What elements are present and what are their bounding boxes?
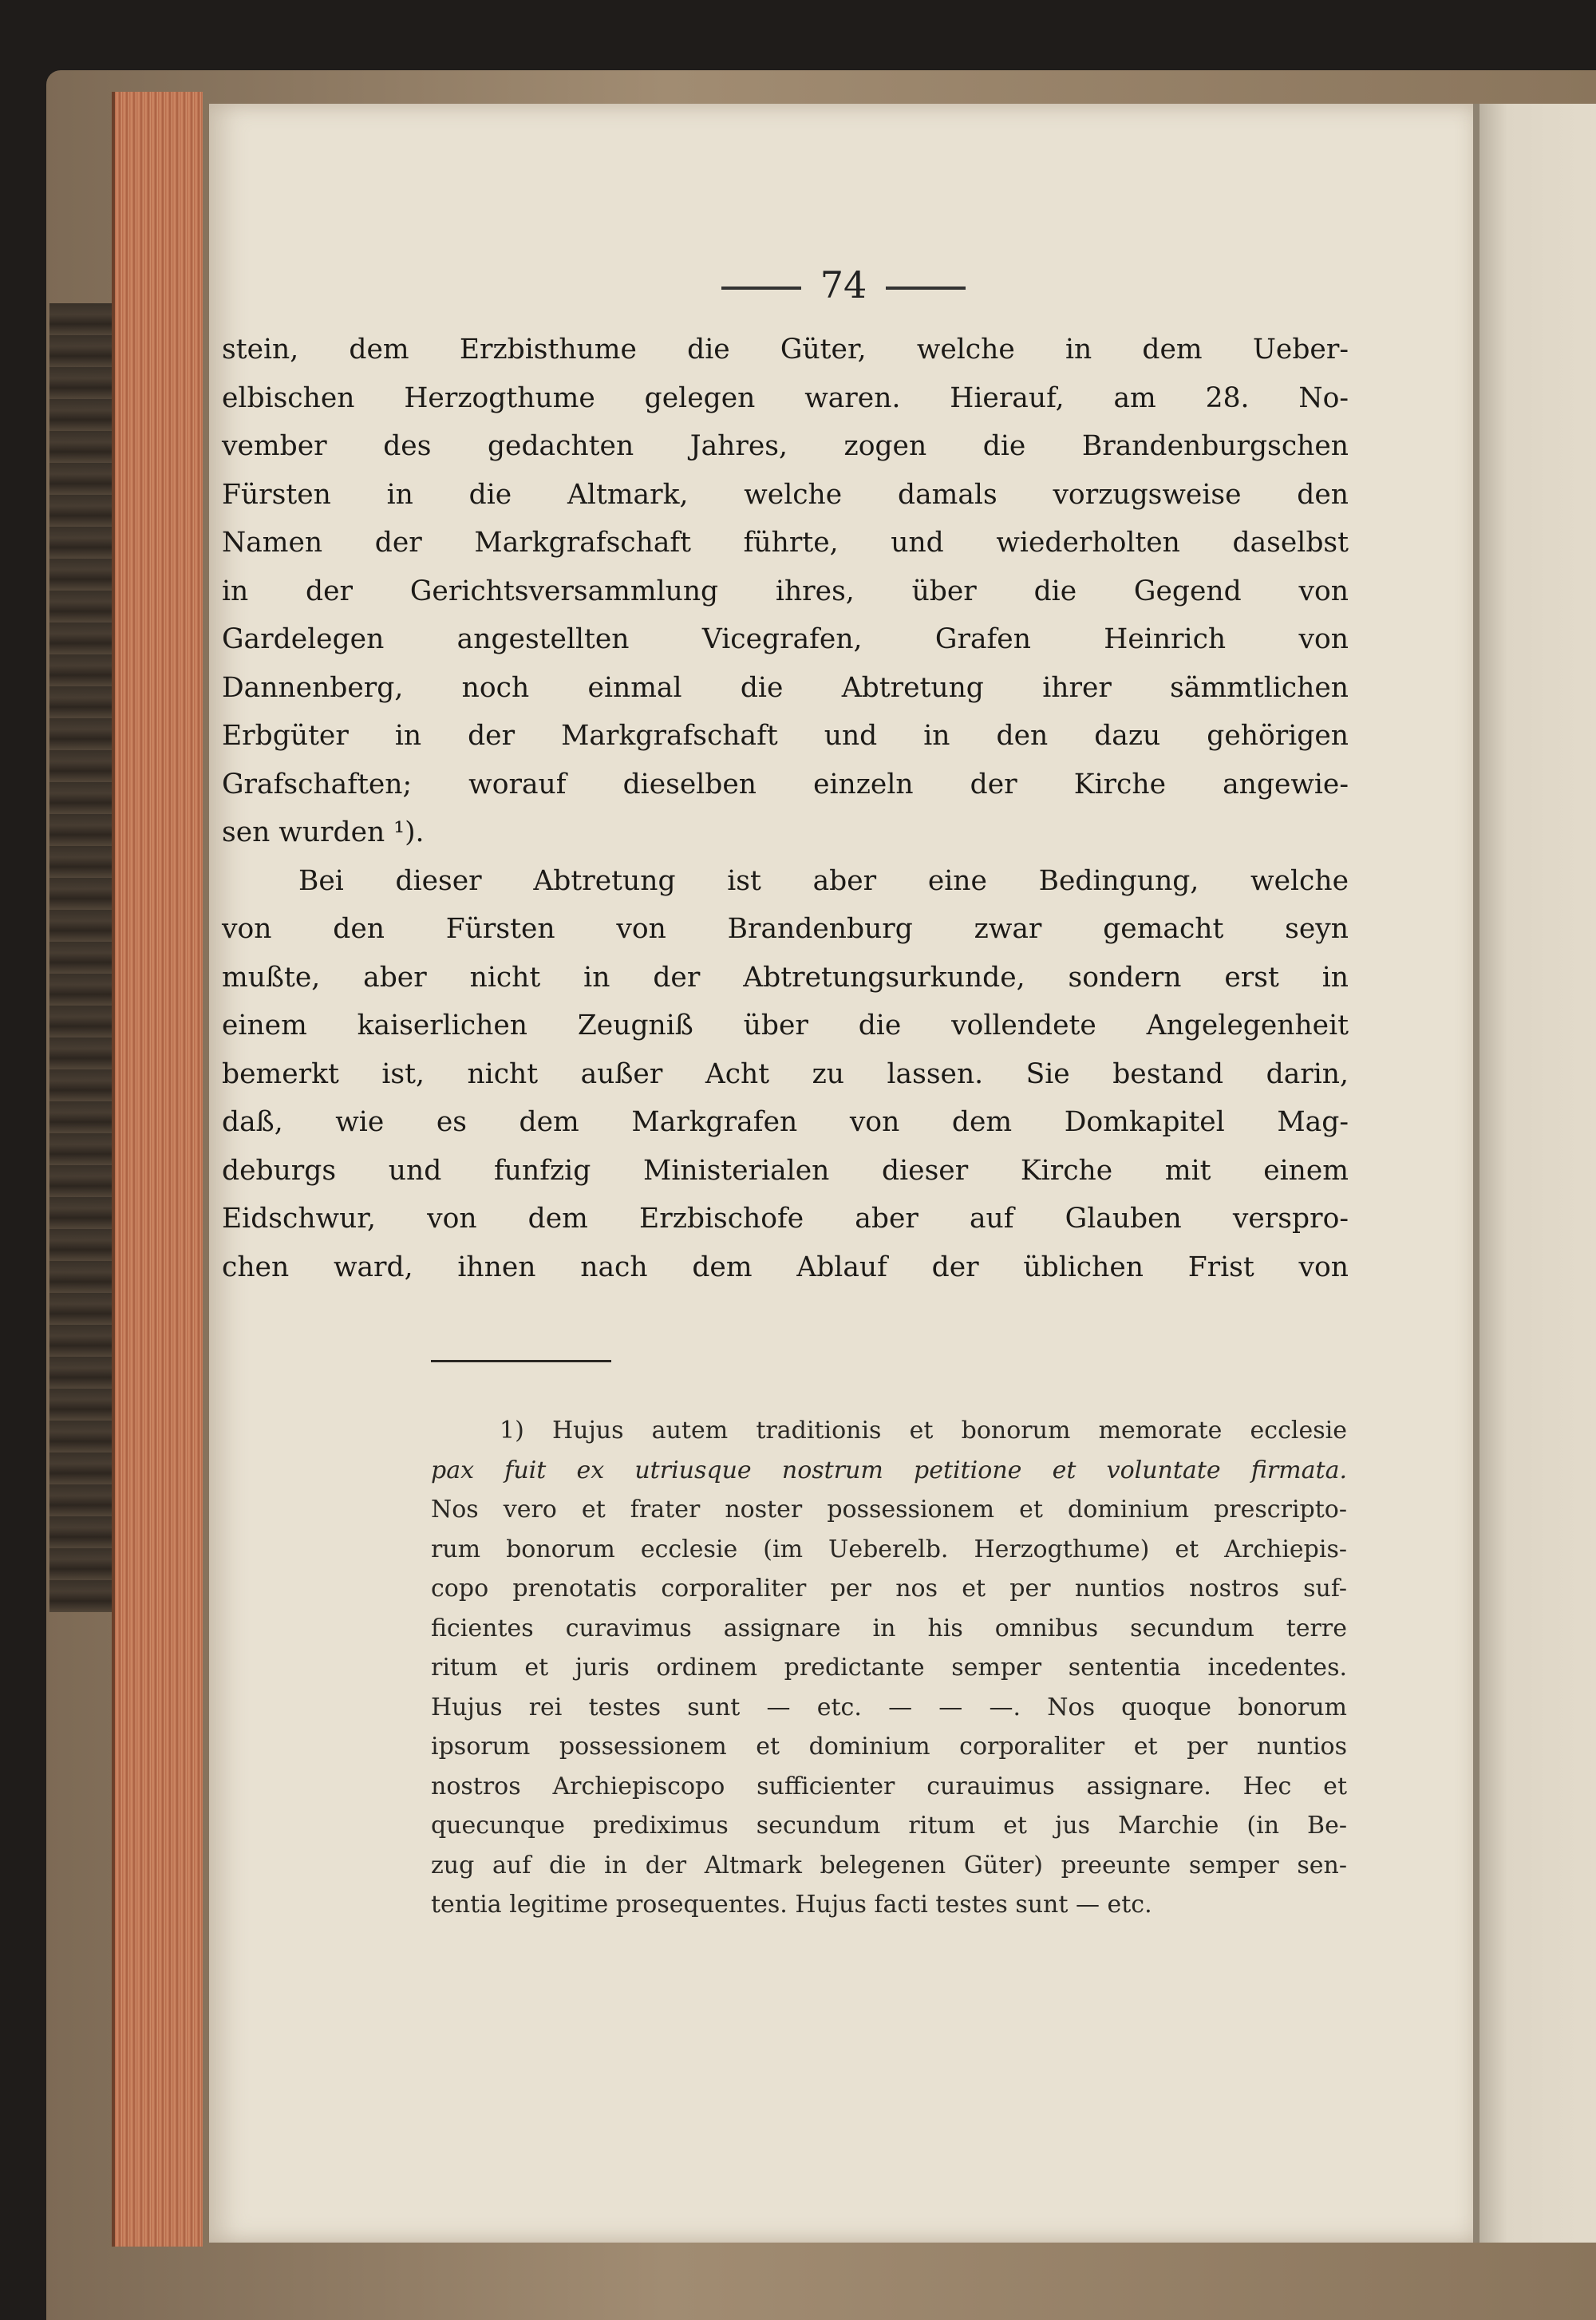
footnote-line: copo prenotatis corporaliter per nos et per nuntios nostros suf- [431, 1575, 1347, 1603]
footnote-line: ritum et juris ordinem predictante semper sententia incedentes. [431, 1654, 1347, 1682]
text-line: Eidschwur, von dem Erzbischofe aber auf Glauben verspro- [222, 1203, 1349, 1235]
facing-page-edge [1478, 104, 1596, 2243]
footnote-line: zug auf die in der Altmark belegenen Güter) preeunte semper sen- [431, 1851, 1347, 1879]
text-line: einem kaiserlichen Zeugniß über die vollendete Angelegenheit [222, 1010, 1349, 1041]
footnote-line: quecunque prediximus secundum ritum et jus Marchie (in Be- [431, 1812, 1347, 1840]
footnote [431, 1411, 1347, 1925]
text-line: Fürsten in die Altmark, welche damals vorzugsweise den [222, 478, 1349, 511]
footnote-line: Hujus rei testes sunt — etc. — — —. Nos quoque bonorum [431, 1693, 1347, 1721]
text-line: deburgs und funfzig Ministerialen dieser Kirche mit einem [222, 1154, 1349, 1187]
text-line: stein, dem Erzbisthume die Güter, welche in dem Ueber- [222, 334, 1349, 366]
header-dash-left [721, 287, 801, 290]
footnote-line: rum bonorum ecclesie (im Ueberelb. Herzogthume) et Archiepis- [431, 1535, 1347, 1563]
text-line: Dannenberg, noch einmal die Abtretung ihrer sämmtlichen [222, 671, 1349, 704]
text-line: chen ward, ihnen nach dem Ablauf der üblichen Frist von [222, 1251, 1349, 1283]
text-line: daß, wie es dem Markgrafen von dem Domkapitel Mag- [222, 1106, 1349, 1138]
text-line: vember des gedachten Jahres, zogen die Brandenburgschen [222, 430, 1349, 462]
footnote-line: nostros Archiepiscopo sufficienter curauimus assignare. Hec et [431, 1772, 1347, 1800]
text-line: elbischen Herzogthume gelegen waren. Hierauf, am 28. No- [222, 381, 1349, 414]
text-line: Namen der Markgrafschaft führte, und wiederholten daselbst [222, 527, 1349, 559]
footnote-separator [431, 1360, 611, 1362]
text-line: Erbgüter in der Markgrafschaft und in den dazu gehörigen [222, 720, 1349, 752]
footnote-line: pax fuit ex utriusque nostrum petitione et voluntate firmata. [431, 1456, 1347, 1484]
footnote-line: Nos vero et frater noster possessionem et dominium prescripto- [431, 1496, 1347, 1524]
text-line: Gardelegen angestellten Vicegrafen, Grafen Heinrich von [222, 623, 1349, 655]
footnote-line: ficientes curavimus assignare in his omnibus secundum terre [431, 1614, 1347, 1642]
header-dash-right [886, 287, 966, 290]
text-line: mußte, aber nicht in der Abtretungsurkunde, sondern erst in [222, 961, 1349, 994]
text-line: sen wurden ¹). [222, 816, 425, 848]
text-line: Grafschaften; worauf dieselben einzeln der Kirche angewie- [222, 768, 1349, 800]
text-line: in der Gerichtsversammlung ihres, über die Gegend von [222, 575, 1349, 607]
page-number-header [209, 263, 1478, 306]
text-line: bemerkt ist, nicht außer Acht zu lassen. Sie bestand darin, [222, 1057, 1349, 1090]
footnote-line: ipsorum possessionem et dominium corporaliter et per nuntios [431, 1733, 1347, 1761]
footnote-line: 1) Hujus autem traditionis et bonorum memorate ecclesie [500, 1417, 1347, 1445]
text-line: Bei dieser Abtretung ist aber eine Bedingung, welche [298, 864, 1349, 897]
page-edges [112, 92, 203, 2247]
footnote-line: tentia legitime prosequentes. Hujus facti testes sunt — etc. [431, 1891, 1152, 1919]
page-number: 74 [820, 263, 867, 306]
worn-cover-edge [49, 303, 112, 1612]
gutter [1473, 104, 1479, 2243]
main-text [222, 326, 1349, 1291]
text-line: von den Fürsten von Brandenburg zwar gemacht seyn [222, 913, 1349, 945]
